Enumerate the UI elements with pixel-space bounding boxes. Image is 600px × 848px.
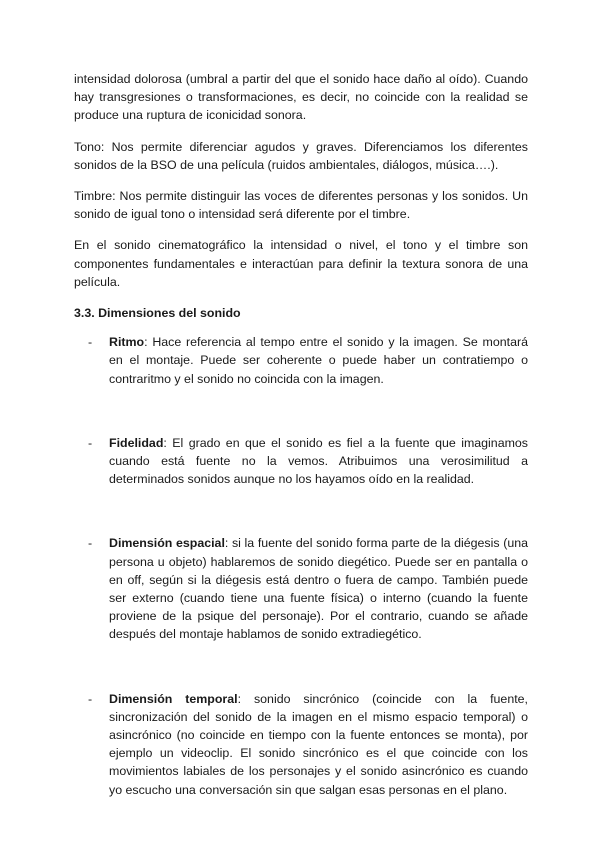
paragraph-tono: Tono: Nos permite diferenciar agudos y graves. Diferenciamos los diferentes sonidos de la BSO de una película (ruidos ambientales, diálogos, música….).: [74, 139, 528, 172]
term-dimension-temporal: Dimensión temporal: [109, 691, 238, 706]
dimensions-list: [74, 333, 528, 799]
list-item-dimension-espacial: [74, 534, 528, 643]
definition-ritmo: : Hace referencia al tempo entre el sonido y la imagen. Se montará en el montaje. Puede ser coherente o puede haber un contratiempo o contraritmo y el sonido no coincida con la imagen.: [109, 335, 528, 386]
list-item-ritmo: [74, 333, 528, 388]
definition-dimension-espacial: : si la fuente del sonido forma parte de la diégesis (una persona u objeto) hablaremos de sonido diegético. Puede ser en pantalla o en off, según si la diégesis está dentro o fuera de campo. También puede ser externo (cuando tiene una fuente física) o interno (cuando la fuente proviene de la psique del personaje). Por el contrario, cuando se añade después del montaje hablamos de sonido extradiegético.: [109, 536, 528, 642]
document-page: [74, 70, 528, 799]
list-bullet: -: [88, 691, 93, 706]
paragraph-intensidad: intensidad dolorosa (umbral a partir del que el sonido hace daño al oído). Cuando hay transgresiones o transformaciones, es decir, no coincide con la realidad se produce una ruptura de iconicidad sonora.: [74, 72, 528, 123]
list-bullet: -: [88, 335, 93, 350]
term-fidelidad: Fidelidad: [109, 435, 164, 450]
definition-dimension-temporal: : sonido sincrónico (coincide con la fuente, sincronización del sonido de la imagen en el mismo espacio temporal) o asincrónico (no coincide en tiempo con la fuente entonces se monta), por ejemplo un videoclip. El sonido sincrónico es el que coincide con los movimientos labiales de los personajes y el sonido asincrónico es cuando yo escucho una conversación sin que salgan esas personas en el plano.: [109, 691, 528, 797]
definition-fidelidad: : El grado en que el sonido es fiel a la fuente que imaginamos cuando está fuente no la vemos. Atribuimos una verosimilitud a determinados sonidos aunque no los hayamos oído en la realidad.: [109, 435, 528, 487]
term-dimension-espacial: Dimensión espacial: [109, 536, 225, 551]
list-bullet: -: [88, 536, 93, 551]
term-ritmo: Ritmo: [109, 335, 145, 350]
list-item-fidelidad: [74, 434, 528, 489]
section-heading: 3.3. Dimensiones del sonido: [74, 306, 241, 321]
paragraph-timbre: Timbre: Nos permite distinguir las voces de diferentes personas y los sonidos. Un sonido de igual tono o intensidad será diferente por el timbre.: [74, 189, 528, 222]
list-item-dimension-temporal: [74, 690, 528, 799]
list-bullet: -: [88, 435, 93, 450]
paragraph-sonido-cinematografico: En el sonido cinematográfico la intensidad o nivel, el tono y el timbre son componentes fundamentales e interactúan para definir la textura sonora de una película.: [74, 238, 528, 289]
